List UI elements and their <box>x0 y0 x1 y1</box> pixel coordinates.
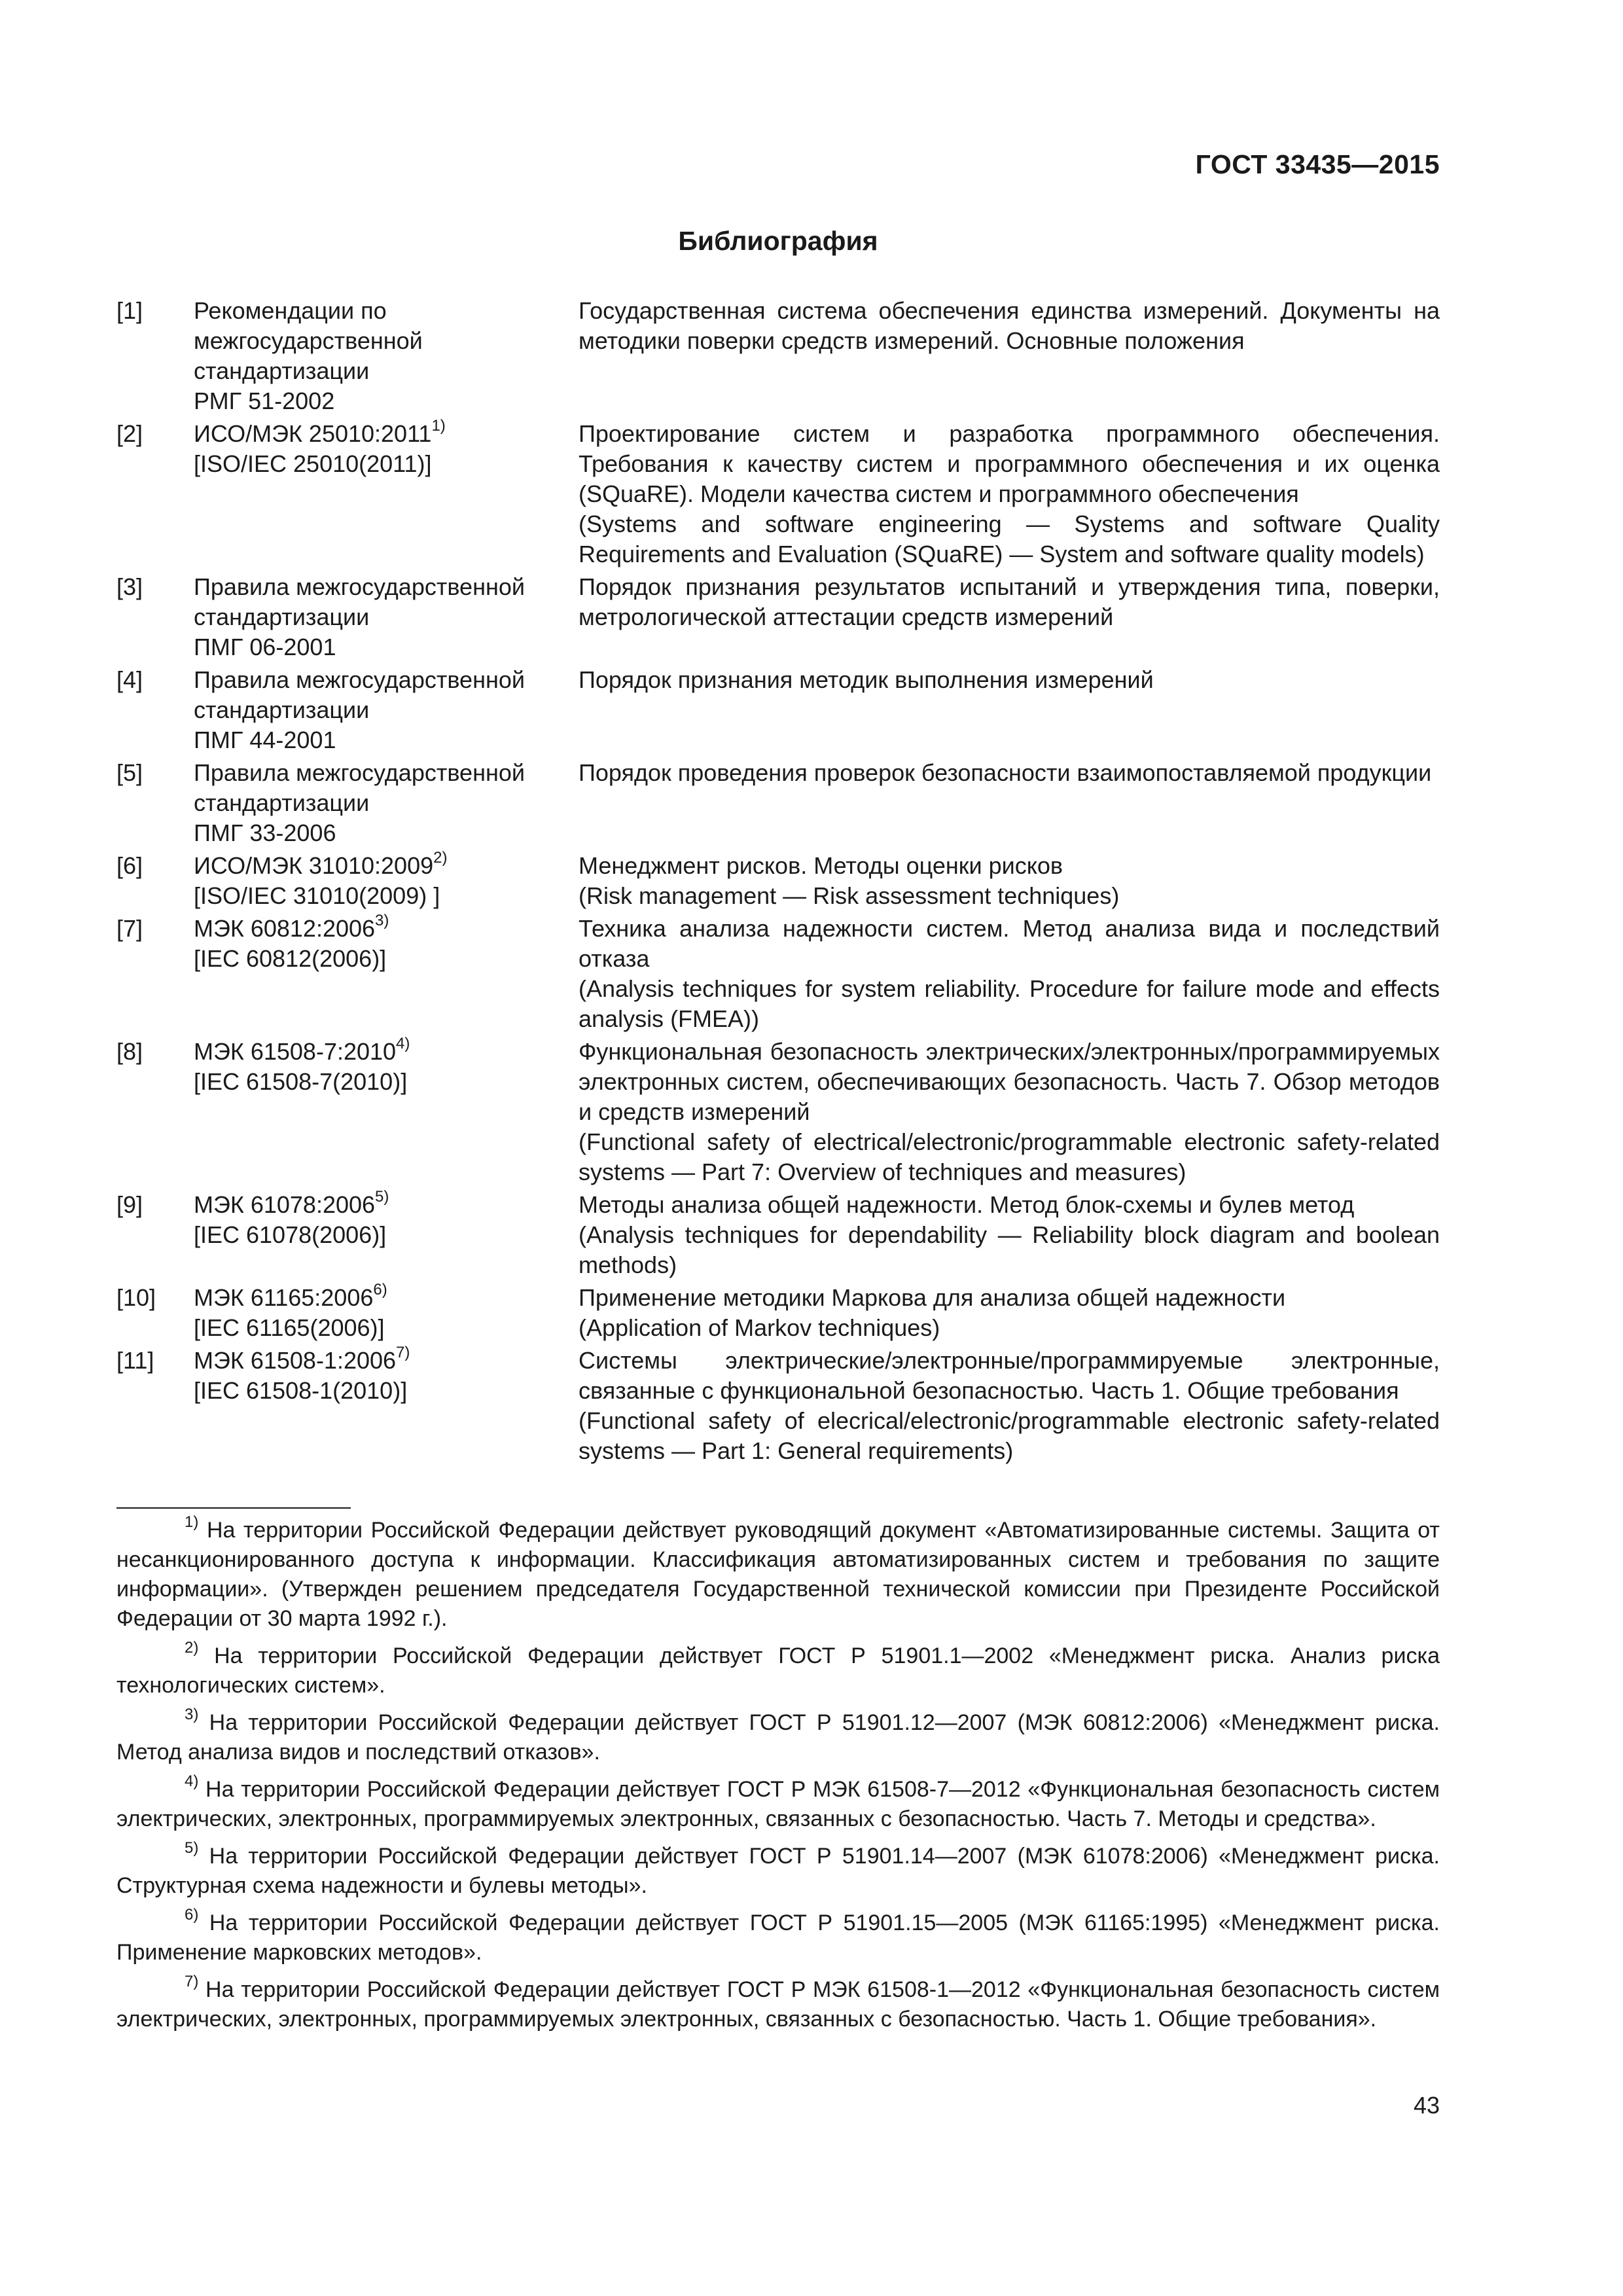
footnote <box>116 1638 1440 1700</box>
bibliography-title: Библиография <box>678 226 878 256</box>
reference-line <box>194 695 579 725</box>
footnote <box>116 1705 1440 1767</box>
page-number: 43 <box>1413 2092 1440 2119</box>
entry-number: [10] <box>116 1284 156 1311</box>
footnote <box>116 1905 1440 1967</box>
entry-number: [11] <box>116 1347 154 1374</box>
entry-title <box>579 665 1440 695</box>
reference-text: [IEC 61508-1(2010)] <box>194 1377 408 1404</box>
footnote <box>116 1972 1440 2034</box>
footnote-marker: 3) <box>375 912 389 929</box>
title-paragraph: Порядок признания методик выполнения измерений <box>579 666 1154 693</box>
footnote-text: На территории Российской Федерации действует руководящий документ «Автоматизированные системы. Защита от несанкционированного доступа к информации. Классификация автоматизированных систем и требования по защите информации». (Утвержден решением председателя Государственной технической комиссии при Президенте Российской Федерации от 30 марта 1992 г.). <box>116 1518 1440 1631</box>
bibliography-entry <box>116 419 1440 569</box>
entry-title <box>579 296 1440 356</box>
footnote <box>116 1772 1440 1834</box>
title-paragraph: (Functional safety of electrical/electronic/programmable electronic safety-related systems — Part 7: Overview of techniques and measures) <box>579 1128 1440 1185</box>
footnote-text: На территории Российской Федерации действует ГОСТ Р МЭК 61508-7—2012 «Функциональная безопасность систем электрических, электронных, программируемых электронных, связанных с безопасностью. Часть 7. Методы и средства». <box>116 1777 1440 1831</box>
reference-line <box>194 572 579 602</box>
reference-line <box>194 758 579 788</box>
entry-number: [6] <box>116 852 143 879</box>
reference-line <box>194 944 579 974</box>
reference-line <box>194 1067 579 1097</box>
reference-text: ИСО/МЭК 31010:2009 <box>194 852 434 879</box>
title-paragraph: (Risk management — Risk assessment techniques) <box>579 882 1120 909</box>
title-paragraph: Проектирование систем и разработка программного обеспечения. Требования к качеству систем и программного обеспечения и их оценка (SQuaRE). Модели качества систем и программного обеспечения <box>579 420 1440 507</box>
footnote-marker: 7) <box>396 1344 410 1361</box>
reference-line <box>194 665 579 695</box>
reference-text: стандартизации <box>194 789 370 816</box>
title-paragraph: (Systems and software engineering — Systems and software Quality Requirements and Evaluation (SQuaRE) — System and software quality models) <box>579 511 1440 567</box>
reference-line <box>194 851 579 881</box>
reference-line <box>194 1313 579 1343</box>
reference-line <box>194 1190 579 1220</box>
reference-line <box>194 914 579 944</box>
reference-text: Правила межгосударственной <box>194 666 525 693</box>
footnote-marker: 6) <box>373 1281 387 1299</box>
footnote-text: На территории Российской Федерации действует ГОСТ Р 51901.12—2007 (МЭК 60812:2006) «Менеджмент риска. Метод анализа видов и последствий отказов». <box>116 1710 1440 1765</box>
entry-title <box>579 1283 1440 1343</box>
footnote-text: На территории Российской Федерации действует ГОСТ Р 51901.15—2005 (МЭК 61165:1995) «Менеджмент риска. Применение марковских методов». <box>116 1910 1440 1965</box>
entry-number: [7] <box>116 915 143 942</box>
reference-text: РМГ 51-2002 <box>194 387 335 414</box>
reference-line <box>194 788 579 818</box>
reference-text: ПМГ 33-2006 <box>194 819 336 846</box>
footnote-marker: 6) <box>185 1905 199 1924</box>
document-number: ГОСТ 33435—2015 <box>1195 149 1440 179</box>
entry-title <box>579 572 1440 632</box>
bibliography-list <box>116 296 1440 1469</box>
reference-text: [ISO/IEC 31010(2009) ] <box>194 882 440 909</box>
bibliography-entry <box>116 572 1440 662</box>
reference-text: Правила межгосударственной <box>194 573 525 600</box>
bibliography-entry <box>116 758 1440 848</box>
reference-text: МЭК 61508-1:2006 <box>194 1347 397 1374</box>
footnote-marker: 7) <box>185 1972 199 1990</box>
footnote-marker: 4) <box>185 1772 199 1790</box>
entry-title <box>579 419 1440 569</box>
title-paragraph: (Analysis techniques for dependability — Reliability block diagram and boolean methods) <box>579 1221 1440 1278</box>
bibliography-entry <box>116 1283 1440 1343</box>
footnote-text: На территории Российской Федерации действует ГОСТ Р МЭК 61508-1—2012 «Функциональная безопасность систем электрических, электронных, программируемых электронных, связанных с безопасностью. Часть 1. Общие требования». <box>116 1977 1440 2032</box>
reference-line <box>194 419 579 449</box>
reference-line <box>194 1283 579 1313</box>
entry-reference <box>194 419 579 479</box>
reference-text: стандартизации <box>194 696 370 723</box>
entry-title <box>579 758 1440 788</box>
entry-number: [5] <box>116 759 143 786</box>
title-paragraph: (Functional safety of elecrical/electronic/programmable electronic safety-related systems — Part 1: General requirements) <box>579 1407 1440 1464</box>
title-paragraph: Системы электрические/электронные/программируемые электронные, связанные с функциональной безопасностью. Часть 1. Общие требования <box>579 1347 1440 1404</box>
reference-line <box>194 1037 579 1067</box>
entry-reference <box>194 296 579 416</box>
entry-reference <box>194 572 579 662</box>
reference-text: ПМГ 06-2001 <box>194 634 336 660</box>
reference-line <box>194 1346 579 1376</box>
entry-reference <box>194 914 579 974</box>
reference-text: стандартизации <box>194 603 370 630</box>
footnote-marker: 1) <box>431 417 446 435</box>
bibliography-entry <box>116 296 1440 416</box>
title-paragraph: (Analysis techniques for system reliability. Procedure for failure mode and effects analysis (FMEA)) <box>579 975 1440 1032</box>
entry-reference <box>194 665 579 755</box>
footnote-marker: 4) <box>396 1035 410 1052</box>
reference-text: [IEC 60812(2006)] <box>194 945 387 972</box>
footnote-marker: 2) <box>433 849 448 867</box>
bibliography-entry <box>116 665 1440 755</box>
reference-line <box>194 356 579 386</box>
title-paragraph: Техника анализа надежности систем. Метод анализа вида и последствий отказа <box>579 915 1440 972</box>
reference-text: [IEC 61508-7(2010)] <box>194 1068 408 1095</box>
reference-text: Рекомендации по <box>194 297 387 324</box>
footnote <box>116 1839 1440 1901</box>
footnote-divider <box>116 1507 351 1509</box>
bibliography-entry <box>116 851 1440 911</box>
entry-number: [4] <box>116 666 143 693</box>
reference-text: Правила межгосударственной <box>194 759 525 786</box>
entry-title <box>579 914 1440 1034</box>
title-paragraph: Менеджмент рисков. Методы оценки рисков <box>579 852 1063 879</box>
title-paragraph: Порядок проведения проверок безопасности взаимопоставляемой продукции <box>579 759 1432 786</box>
bibliography-entry <box>116 1190 1440 1280</box>
bibliography-entry <box>116 914 1440 1034</box>
reference-text: ПМГ 44-2001 <box>194 726 336 753</box>
entry-title <box>579 1037 1440 1187</box>
entry-number: [1] <box>116 297 143 324</box>
entry-number: [8] <box>116 1038 143 1065</box>
reference-text: МЭК 61078:2006 <box>194 1191 376 1218</box>
entry-reference <box>194 1190 579 1250</box>
reference-text: [IEC 61165(2006)] <box>194 1314 385 1341</box>
entry-reference <box>194 1037 579 1097</box>
reference-text: МЭК 61508-7:2010 <box>194 1038 397 1065</box>
reference-line <box>194 602 579 632</box>
entry-reference <box>194 1346 579 1406</box>
entry-reference <box>194 758 579 848</box>
reference-line <box>194 818 579 848</box>
reference-text: [IEC 61078(2006)] <box>194 1221 387 1248</box>
footnote-text: На территории Российской Федерации действует ГОСТ Р 51901.1—2002 «Менеджмент риска. Анализ риска технологических систем». <box>116 1643 1440 1698</box>
reference-text: ИСО/МЭК 25010:2011 <box>194 420 432 447</box>
footnote-marker: 5) <box>185 1839 199 1857</box>
title-paragraph: Государственная система обеспечения единства измерений. Документы на методики поверки средств измерений. Основные положения <box>579 297 1440 354</box>
title-paragraph: Применение методики Маркова для анализа общей надежности <box>579 1284 1286 1311</box>
footnote-marker: 2) <box>185 1638 199 1657</box>
reference-line <box>194 881 579 911</box>
bibliography-entry <box>116 1346 1440 1466</box>
footnote-text: На территории Российской Федерации действует ГОСТ Р 51901.14—2007 (МЭК 61078:2006) «Менеджмент риска. Структурная схема надежности и булевы методы». <box>116 1844 1440 1898</box>
reference-line <box>194 1376 579 1406</box>
reference-line <box>194 296 579 326</box>
reference-text: [ISO/IEC 25010(2011)] <box>194 450 432 477</box>
title-paragraph: (Application of Markov techniques) <box>579 1314 940 1341</box>
footnote-marker: 1) <box>185 1513 199 1531</box>
footnote-marker: 3) <box>185 1705 199 1723</box>
reference-line <box>194 725 579 755</box>
bibliography-entry <box>116 1037 1440 1187</box>
title-paragraph: Порядок признания результатов испытаний и утверждения типа, поверки, метрологической аттестации средств измерений <box>579 573 1440 630</box>
reference-line <box>194 449 579 479</box>
footnote-marker: 5) <box>375 1188 389 1206</box>
reference-line <box>194 386 579 416</box>
reference-line <box>194 326 579 356</box>
reference-text: МЭК 61165:2006 <box>194 1284 374 1311</box>
title-paragraph: Функциональная безопасность электрических/электронных/программируемых электронных систем, обеспечивающих безопасность. Часть 7. Обзор методов и средств измерений <box>579 1038 1440 1125</box>
reference-line <box>194 1220 579 1250</box>
entry-title <box>579 851 1440 911</box>
entry-title <box>579 1190 1440 1280</box>
entry-number: [3] <box>116 573 143 600</box>
document-page <box>116 0 1440 2296</box>
reference-line <box>194 632 579 662</box>
entry-reference <box>194 851 579 911</box>
title-paragraph: Методы анализа общей надежности. Метод блок-схемы и булев метод <box>579 1191 1355 1218</box>
reference-text: МЭК 60812:2006 <box>194 915 376 942</box>
footnote <box>116 1513 1440 1634</box>
entry-title <box>579 1346 1440 1466</box>
entry-number: [2] <box>116 420 143 447</box>
reference-text: стандартизации <box>194 357 370 384</box>
reference-text: межгосударственной <box>194 327 423 354</box>
entry-number: [9] <box>116 1191 143 1218</box>
footnotes-section <box>116 1513 1440 2042</box>
entry-reference <box>194 1283 579 1343</box>
